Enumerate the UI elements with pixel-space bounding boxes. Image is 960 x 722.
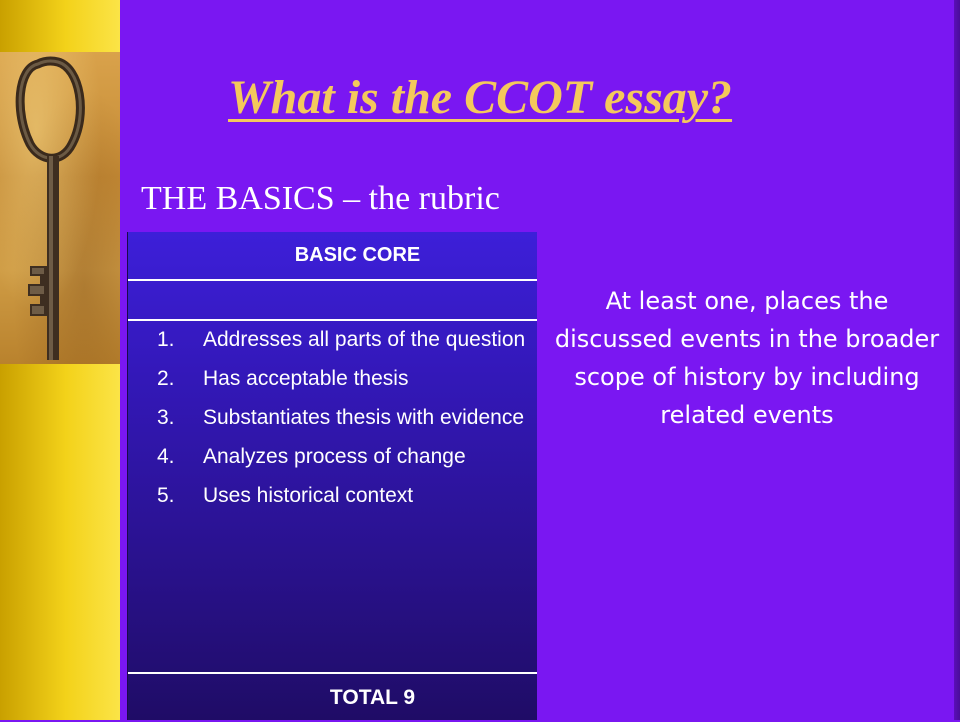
criterion-text: Analyzes process of change (203, 445, 466, 468)
criterion-number: 2. (157, 367, 175, 390)
rubric-empty-row (128, 281, 537, 321)
rubric-total: TOTAL 9 (329, 686, 416, 709)
slide-title: What is the CCOT essay? (228, 71, 733, 124)
criterion-number: 1. (157, 328, 175, 351)
rubric-header-row (128, 232, 537, 281)
rubric-header: BASIC CORE (294, 244, 421, 266)
criterion-text: Uses historical context (203, 484, 414, 507)
criterion-text: Has acceptable thesis (203, 367, 409, 390)
list-item (128, 359, 537, 398)
list-item (128, 320, 537, 359)
criterion-number: 3. (157, 406, 175, 429)
slide-subtitle: THE BASICS – the rubric (141, 180, 500, 217)
rubric-criteria-list (128, 320, 537, 515)
list-item (128, 437, 537, 476)
antique-key-photo (0, 52, 120, 364)
list-item (128, 398, 537, 437)
rubric-total-row (128, 672, 537, 722)
criterion-number: 4. (157, 445, 175, 468)
right-edge (954, 0, 960, 720)
rubric-table (127, 232, 537, 720)
list-item (128, 476, 537, 515)
criterion-number: 5. (157, 484, 175, 507)
criterion-text: Addresses all parts of the question (203, 328, 526, 351)
criterion-text: Substantiates thesis with evidence (203, 406, 525, 429)
antique-key-icon (0, 52, 120, 364)
expanded-core-note: At least one, places the discussed events in the broader scope of history by including related events (554, 287, 940, 429)
